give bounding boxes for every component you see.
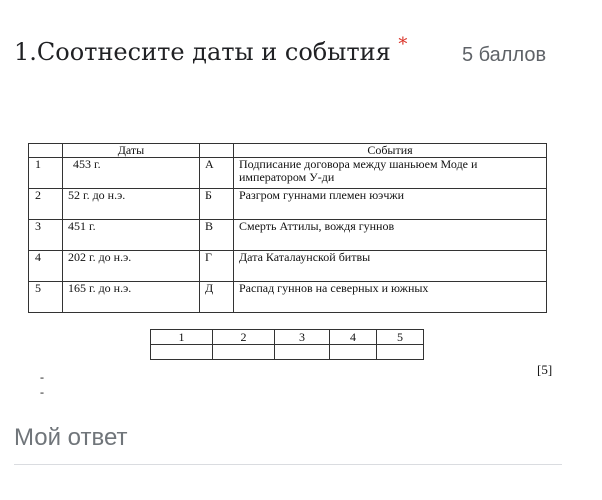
header-num-cell <box>29 144 63 158</box>
question-title <box>14 34 408 66</box>
answer-grid-cell <box>151 345 213 360</box>
row-event: Распад гуннов на северных и южных <box>234 282 547 313</box>
answer-grid-cell <box>275 345 330 360</box>
row-number: 4 <box>29 251 63 282</box>
table-row <box>29 251 547 282</box>
row-letter: Б <box>200 189 234 220</box>
table-row <box>29 158 547 189</box>
row-event: Дата Каталаунской битвы <box>234 251 547 282</box>
question-title-text: 1.Соотнесите даты и события <box>14 38 391 66</box>
row-number: 1 <box>29 158 63 189</box>
answer-grid-cell <box>213 345 275 360</box>
row-date: 451 г. <box>63 220 200 251</box>
points-label: 5 баллов <box>462 44 547 66</box>
row-letter: А <box>200 158 234 189</box>
stray-marks: - - <box>40 370 44 399</box>
row-event: Подписание договора между шаньюем Моде и императором У-ди <box>234 158 547 189</box>
header-events: События <box>234 144 547 158</box>
answer-grid-number: 5 <box>377 330 424 345</box>
row-number: 3 <box>29 220 63 251</box>
mark-label: [5] <box>537 362 553 377</box>
row-letter: Г <box>200 251 234 282</box>
answer-grid-cell <box>330 345 377 360</box>
table-row <box>29 220 547 251</box>
required-asterisk: * <box>398 34 408 55</box>
header-dates: Даты <box>63 144 200 158</box>
row-date: 165 г. до н.э. <box>63 282 200 313</box>
table-row <box>29 282 547 313</box>
answer-grid-number: 4 <box>330 330 377 345</box>
row-date: 202 г. до н.э. <box>63 251 200 282</box>
answer-grid-cell <box>377 345 424 360</box>
row-number: 2 <box>29 189 63 220</box>
header-letter-cell <box>200 144 234 158</box>
table-row <box>29 189 547 220</box>
answer-grid-number: 3 <box>275 330 330 345</box>
row-event: Смерть Аттилы, вождя гуннов <box>234 220 547 251</box>
row-date: 52 г. до н.э. <box>63 189 200 220</box>
answer-underline <box>14 464 562 465</box>
answer-grid-number: 2 <box>213 330 275 345</box>
answer-grid <box>150 329 424 360</box>
row-letter: Д <box>200 282 234 313</box>
answer-input[interactable]: Мой ответ <box>14 424 128 451</box>
row-number: 5 <box>29 282 63 313</box>
row-date: 453 г. <box>63 158 200 189</box>
matching-table <box>28 143 547 313</box>
answer-grid-number: 1 <box>151 330 213 345</box>
row-event: Разгром гуннами племен юэчжи <box>234 189 547 220</box>
row-letter: В <box>200 220 234 251</box>
